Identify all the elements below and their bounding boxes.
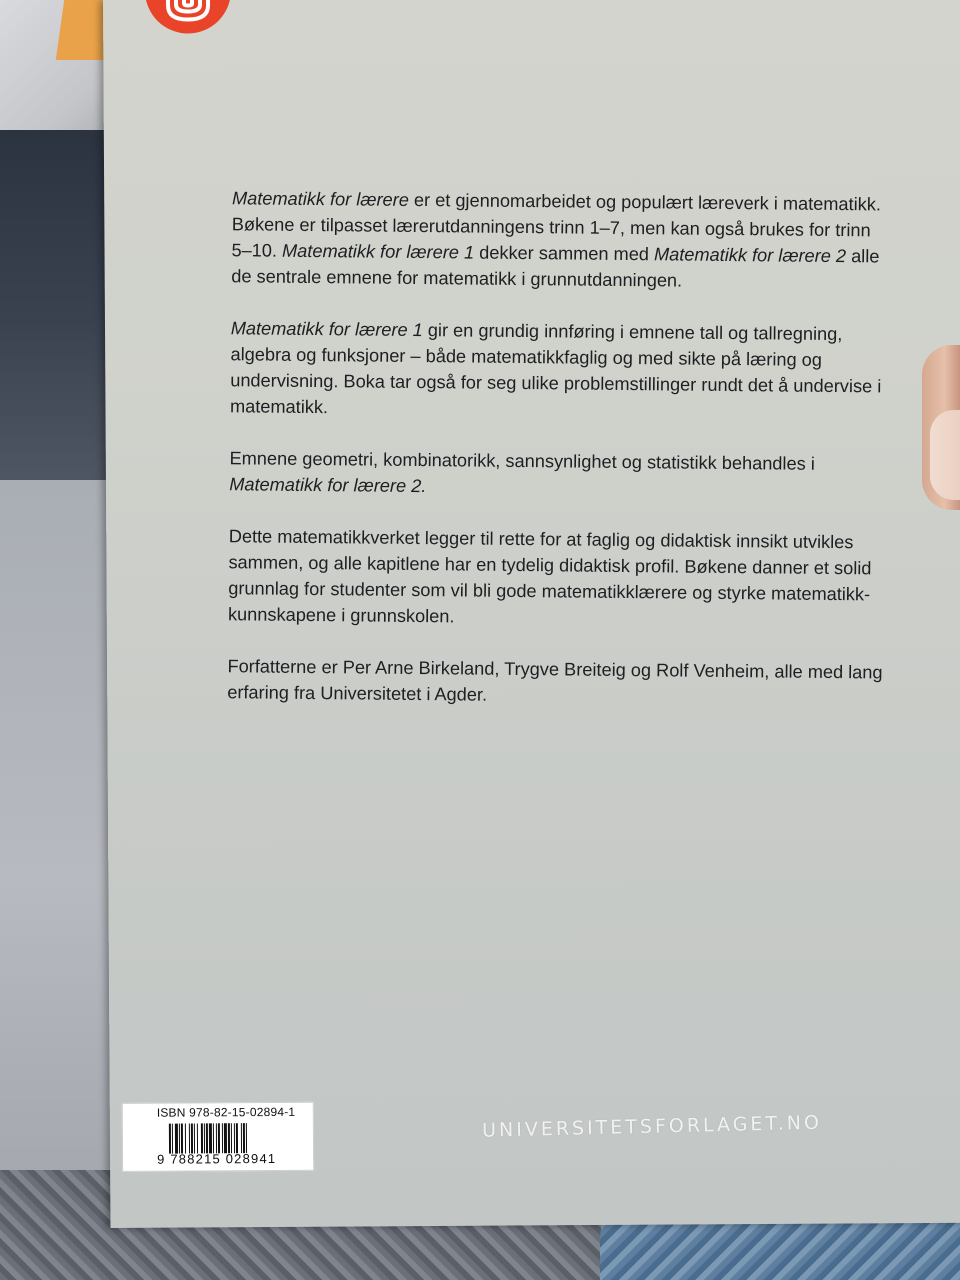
book-title-text: Matematikk for lærere [231, 188, 409, 210]
publisher-logo-mark [145, 0, 232, 34]
body-text: Dette matematikkverket legger til rette for at faglig og didaktisk innsikt utvikles sammen, og alle kapitlene har en tydelig didaktisk profil. Bøkene danner et solid grunnlag for studenter som vil bli gode matematikklærere og styrke matematikk-kunnskapene i grunnskolen. [227, 526, 872, 627]
book-title-text: Matematikk for lærere 2. [229, 474, 427, 497]
blurb-paragraph [227, 653, 887, 711]
blurb-text [227, 185, 892, 737]
blurb-paragraph [228, 523, 889, 633]
publisher-url: UNIVERSITETSFORLAGET.NO [481, 1111, 823, 1142]
book-title-text: Matematikk for lærere 2 [653, 244, 847, 267]
blurb-paragraph [230, 315, 891, 425]
blurb-paragraph [231, 185, 892, 295]
thumbnail-nail [930, 410, 960, 500]
book-back-cover [103, 0, 960, 1228]
barcode [169, 1123, 309, 1154]
isbn-barcode-label [122, 1102, 314, 1172]
book-title-text: Matematikk for lærere 1 [230, 318, 423, 341]
publisher-logo [145, 0, 232, 34]
book-title-text: Matematikk for lærere 1 [281, 240, 475, 263]
body-text: dekker sammen med [474, 242, 655, 265]
body-text: Forfatterne er Per Arne Birkeland, Trygve Breiteig og Rolf Venheim, alle med lang erfaring fra Universitetet i Agder. [227, 656, 883, 705]
barcode-number: 9 788215 028941 [157, 1150, 277, 1167]
body-text: gir en grundig innføring i emnene tall og tallregning, algebra og funksjoner – både matematikkfaglig og med sikte på læring og undervisning. Boka tar også for seg ulike problemstillinger rundt det å undervise i matematikk. [229, 320, 882, 418]
blurb-paragraph [229, 445, 889, 503]
body-text: er et gjennomarbeidet og populært læreverk i matematikk. Bøkene er tilpasset lærerutdanningens trinn 1–7, men kan også brukes for trinn 5–10. [231, 189, 882, 261]
body-text: Emnene geometri, kombinatorikk, sannsynlighet og statistikk behandles i [229, 448, 815, 474]
isbn-number: ISBN 978-82-15-02894-1 [156, 1104, 296, 1120]
body-text: alle de sentrale emnene for matematikk i grunnutdanningen. [231, 246, 880, 291]
